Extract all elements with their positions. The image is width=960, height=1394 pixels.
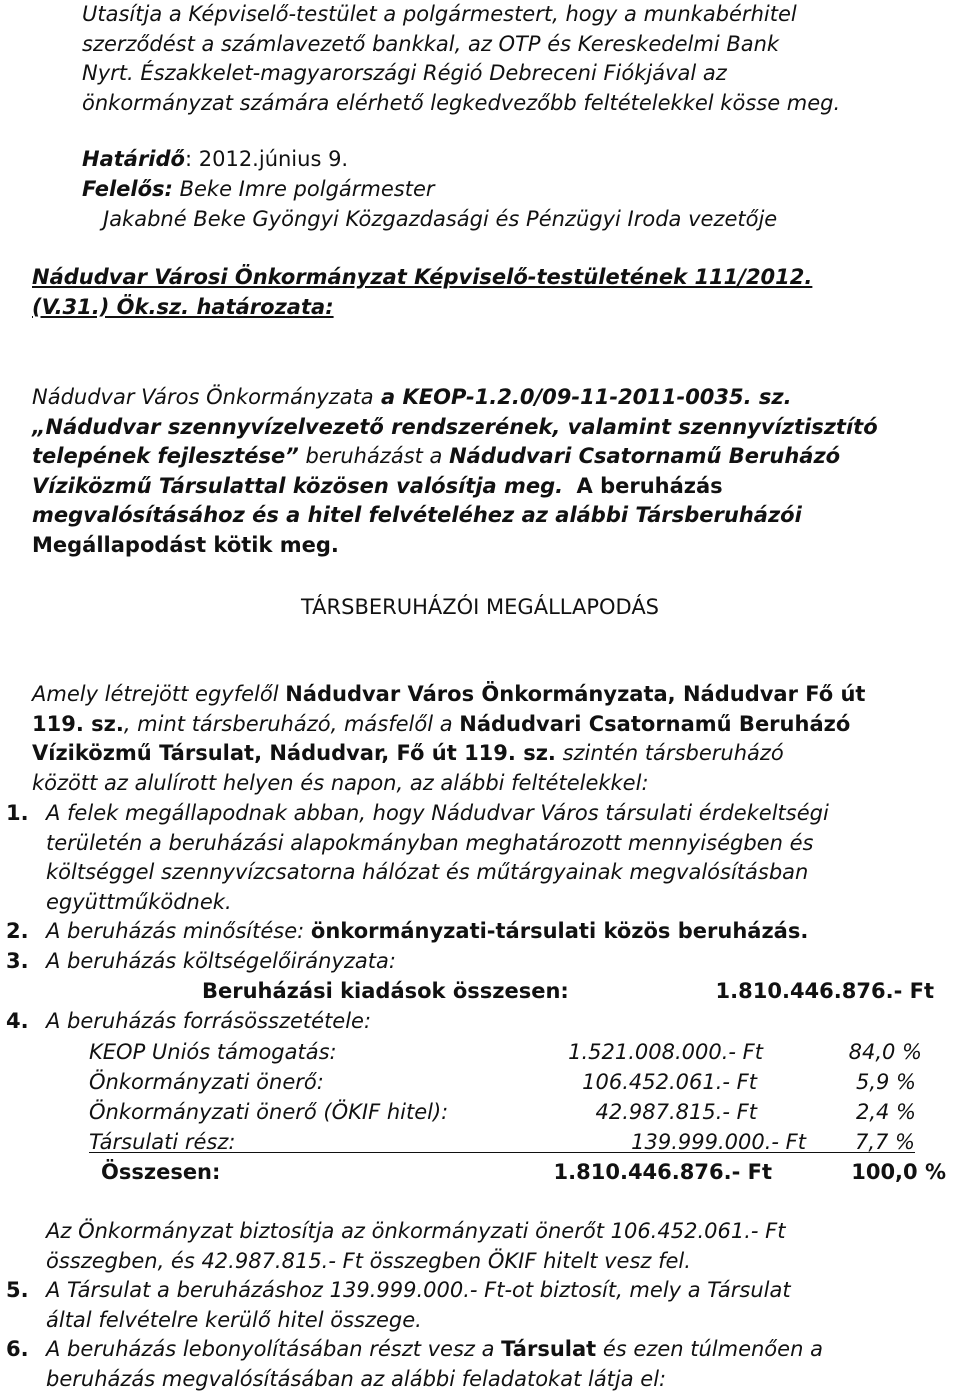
- funding-label: Önkormányzati önerő (ÖKIF hitel):: [89, 1100, 449, 1124]
- item-number: 6.: [6, 1337, 29, 1361]
- intro-line: szerződést a számlavezető bankkal, az OTP és Kereskedelmi Bank: [82, 31, 780, 56]
- funding-label: KEOP Uniós támogatás:: [89, 1040, 337, 1064]
- association-name: Társulat: [501, 1337, 597, 1361]
- funding-label: Önkormányzati önerő:: [89, 1070, 324, 1094]
- resolution-line-1: Nádudvar Városi Önkormányzat Képviselő-testületének 111/2012.: [32, 265, 813, 289]
- intro-line: Nyrt. Északkelet-magyarországi Régió Debreceni Fiókjával az: [82, 61, 727, 85]
- item-number: 3.: [6, 949, 29, 973]
- parties-paragraph: Amely létrejött egyfelől Nádudvar Város Önkormányzata, Nádudvar Fő út 119. sz., mint társberuházó, másfelől a Nádudvari Csatornamű Beruházó Víziközmű Társulat, Nádudvar, Fő út 119. sz. szintén társberuházó között az alulírott helyen és napon, az alábbi feltételekkel:: [32, 682, 866, 795]
- partner-name-2: Víziközmű Társulattal közösen valósítja meg.: [32, 473, 564, 498]
- funding-amount: 1.521.008.000.- Ft: [568, 1040, 763, 1064]
- responsible-line: [82, 175, 932, 205]
- agreement-title: TÁRSBERUHÁZÓI MEGÁLLAPODÁS: [300, 595, 660, 619]
- funding-amount: 139.999.000.- Ft: [631, 1130, 806, 1154]
- cost-total-row: [0, 977, 960, 1006]
- funding-percent: 84,0 %: [848, 1040, 922, 1064]
- funding-total-row: [0, 1158, 960, 1187]
- item-number: 4.: [6, 1009, 29, 1033]
- intro-line: önkormányzat számára elérhető legkedvezőbb feltételekkel kösse meg.: [82, 90, 841, 115]
- responsible-second: Jakabné Beke Gyöngyi Közgazdasági és Pénzügyi Iroda vezetője: [103, 207, 778, 231]
- party-2-name: Nádudvari Csatornamű Beruházó: [459, 711, 851, 736]
- resolution-line-2: (V.31.) Ök.sz. határozata:: [32, 294, 334, 319]
- decision-paragraph: Nádudvar Város Önkormányzata a KEOP-1.2.0/09-11-2011-0035. sz. „Nádudvar szennyvízelvezető rendszerének, valamint szennyvíztisztító telepének fejlesztése” beruházást a Nádudvari Csatornamű Beruházó Víziközmű Társulattal közösen valósítja meg. A beruházás megvalósításához és a hitel felvételéhez az alábbi Társberuházói Megállapodást kötik meg.: [32, 383, 958, 560]
- item-number: 5.: [6, 1278, 29, 1302]
- party-1-name: Nádudvar Város Önkormányzata, Nádudvar Fő út: [285, 682, 866, 706]
- funding-label: Társulati rész:: [89, 1130, 236, 1154]
- decision-subject: Nádudvar Város Önkormányzata: [32, 385, 374, 409]
- deadline-label: Határidő: [82, 147, 185, 171]
- funding-amount: 106.452.061.- Ft: [582, 1070, 757, 1094]
- project-title-1: „Nádudvar szennyvízelvezető rendszerének, valamint szennyvíztisztító: [32, 414, 878, 439]
- funding-row-last: [89, 1128, 915, 1157]
- responsible-label: Felelős:: [82, 177, 173, 201]
- funding-total-percent: 100,0 %: [851, 1160, 946, 1184]
- funding-total-rule: [89, 1152, 915, 1153]
- item-number: 2.: [6, 919, 29, 943]
- funding-percent: 7,7 %: [854, 1130, 915, 1154]
- project-code: KEOP-1.2.0/09-11-2011-0035. sz.: [402, 385, 792, 409]
- cost-label: Beruházási kiadások összesen:: [202, 979, 569, 1003]
- project-title-2: telepének fejlesztése”: [32, 444, 299, 468]
- responsible-value: Beke Imre polgármester: [172, 177, 435, 201]
- resolution-heading: [32, 263, 952, 322]
- deadline-line: [82, 145, 932, 175]
- funding-row: [0, 1038, 960, 1067]
- partner-name-1: Nádudvari Csatornamű Beruházó: [449, 444, 841, 468]
- intro-line: Utasítja a Képviselő-testület a polgármestert, hogy a munkabérhitel: [82, 2, 797, 26]
- funding-total-label: Összesen:: [101, 1160, 221, 1184]
- funding-percent: 2,4 %: [855, 1100, 916, 1124]
- funding-total-amount: 1.810.446.876.- Ft: [553, 1160, 772, 1184]
- cost-value: 1.810.446.876.- Ft: [715, 979, 934, 1003]
- deadline-value: : 2012.június 9.: [184, 147, 349, 171]
- funding-percent: 5,9 %: [855, 1070, 916, 1094]
- document-page: Utasítja a Képviselő-testület a polgármestert, hogy a munkabérhitel szerződést a számlavezető bankkal, az OTP és Kereskedelmi Bank Nyrt. Északkelet-magyarországi Régió Debreceni Fiókjával az önkormányzat számára elérhető legkedvezőbb feltételekkel kösse meg. Határidő: 2012.június 9. Felelős: Beke Imre polgármester Jakabné Beke Gyöngyi Közgazdasági és Pénzügyi Iroda vezetője Nádudvar Városi Önkormányzat Képviselő-testületének 111/2012. (V.31.) Ök.sz. határozata: Nádudvar Város Önkormányzata a KEOP-1.2.0/09-11-2011-0035. sz. „Nádudvar szennyvízelvezető rendszerének, valamint szennyvíztisztító telepének fejlesztése” beruházást a Nádudvari Csatornamű Beruházó Víziközmű Társulattal közösen valósítja meg. A beruházás megvalósításához és a hitel felvételéhez az alábbi Társberuházói Megállapodást kötik meg. TÁRSBERUHÁZÓI MEGÁLLAPODÁS Amely létrejött egyfelől Nádudvar Város Önkormányzata, Nádudvar Fő út 119. sz., mint társberuházó, másfelől a Nádudvari Csatornamű Beruházó Víziközmű Társulat, Nádudvar, Fő út 119. sz. szintén társberuházó között az alulírott helyen és napon, az alábbi feltételekkel: 1. A felek megállapodnak abban, hogy Nádudvar Város társulati érdekeltségi területén a beruházási alapokmányban meghatározott mennyiségben és költséggel szennyvízcsatorna hálózat és műtárgyainak megvalósításban együttműködnek. 2. A beruházás minősítése: önkormányzati-társulati közös beruházás. 3. A beruházás költségelőirányzata: Beruházási kiadások összesen: 1.810.446.876.- Ft 4. A beruházás forrásösszetétele: KEOP Uniós támogatás: 1.521.008.000.- Ft 84,0 % Önkormányzati önerő: 106.452.061.- Ft 5,9 % Önkormányzati önerő (ÖKIF hitel): 42.987.815.- Ft 2,4 % Társulati rész: 139.999.000.- Ft 7,7 % Összesen: 1.810.446.876.- Ft 100,0 % Az Önkormányzat biztosítja az önkormányzati önerőt 106.452.061.- Ft összegben, és 42.987.815.- Ft összegben ÖKIF hitelt vesz fel. 5. A Társulat a beruházáshoz 139.999.000.- Ft-ot biztosít, mely a Társulat által felvételre kerülő hitel összege. 6. A beruházás lebonyolításában részt vesz a Társulat és ezen túlmenően a beruházás megvalósításában az alábbi feladatokat látja el:: [0, 0, 960, 1393]
- funding-amount: 42.987.815.- Ft: [595, 1100, 757, 1124]
- closing-paragraph: Az Önkormányzat biztosítja az önkormányzati önerőt 106.452.061.- Ft összegben, és 42.987.815.- Ft összegben ÖKIF hitelt vesz fel.: [46, 1219, 786, 1273]
- investment-type: önkormányzati-társulati közös beruházás.: [310, 919, 809, 943]
- funding-row: [0, 1098, 960, 1127]
- funding-row: [0, 1068, 960, 1097]
- item-number: 1.: [6, 801, 29, 825]
- intro-paragraph: [82, 0, 932, 118]
